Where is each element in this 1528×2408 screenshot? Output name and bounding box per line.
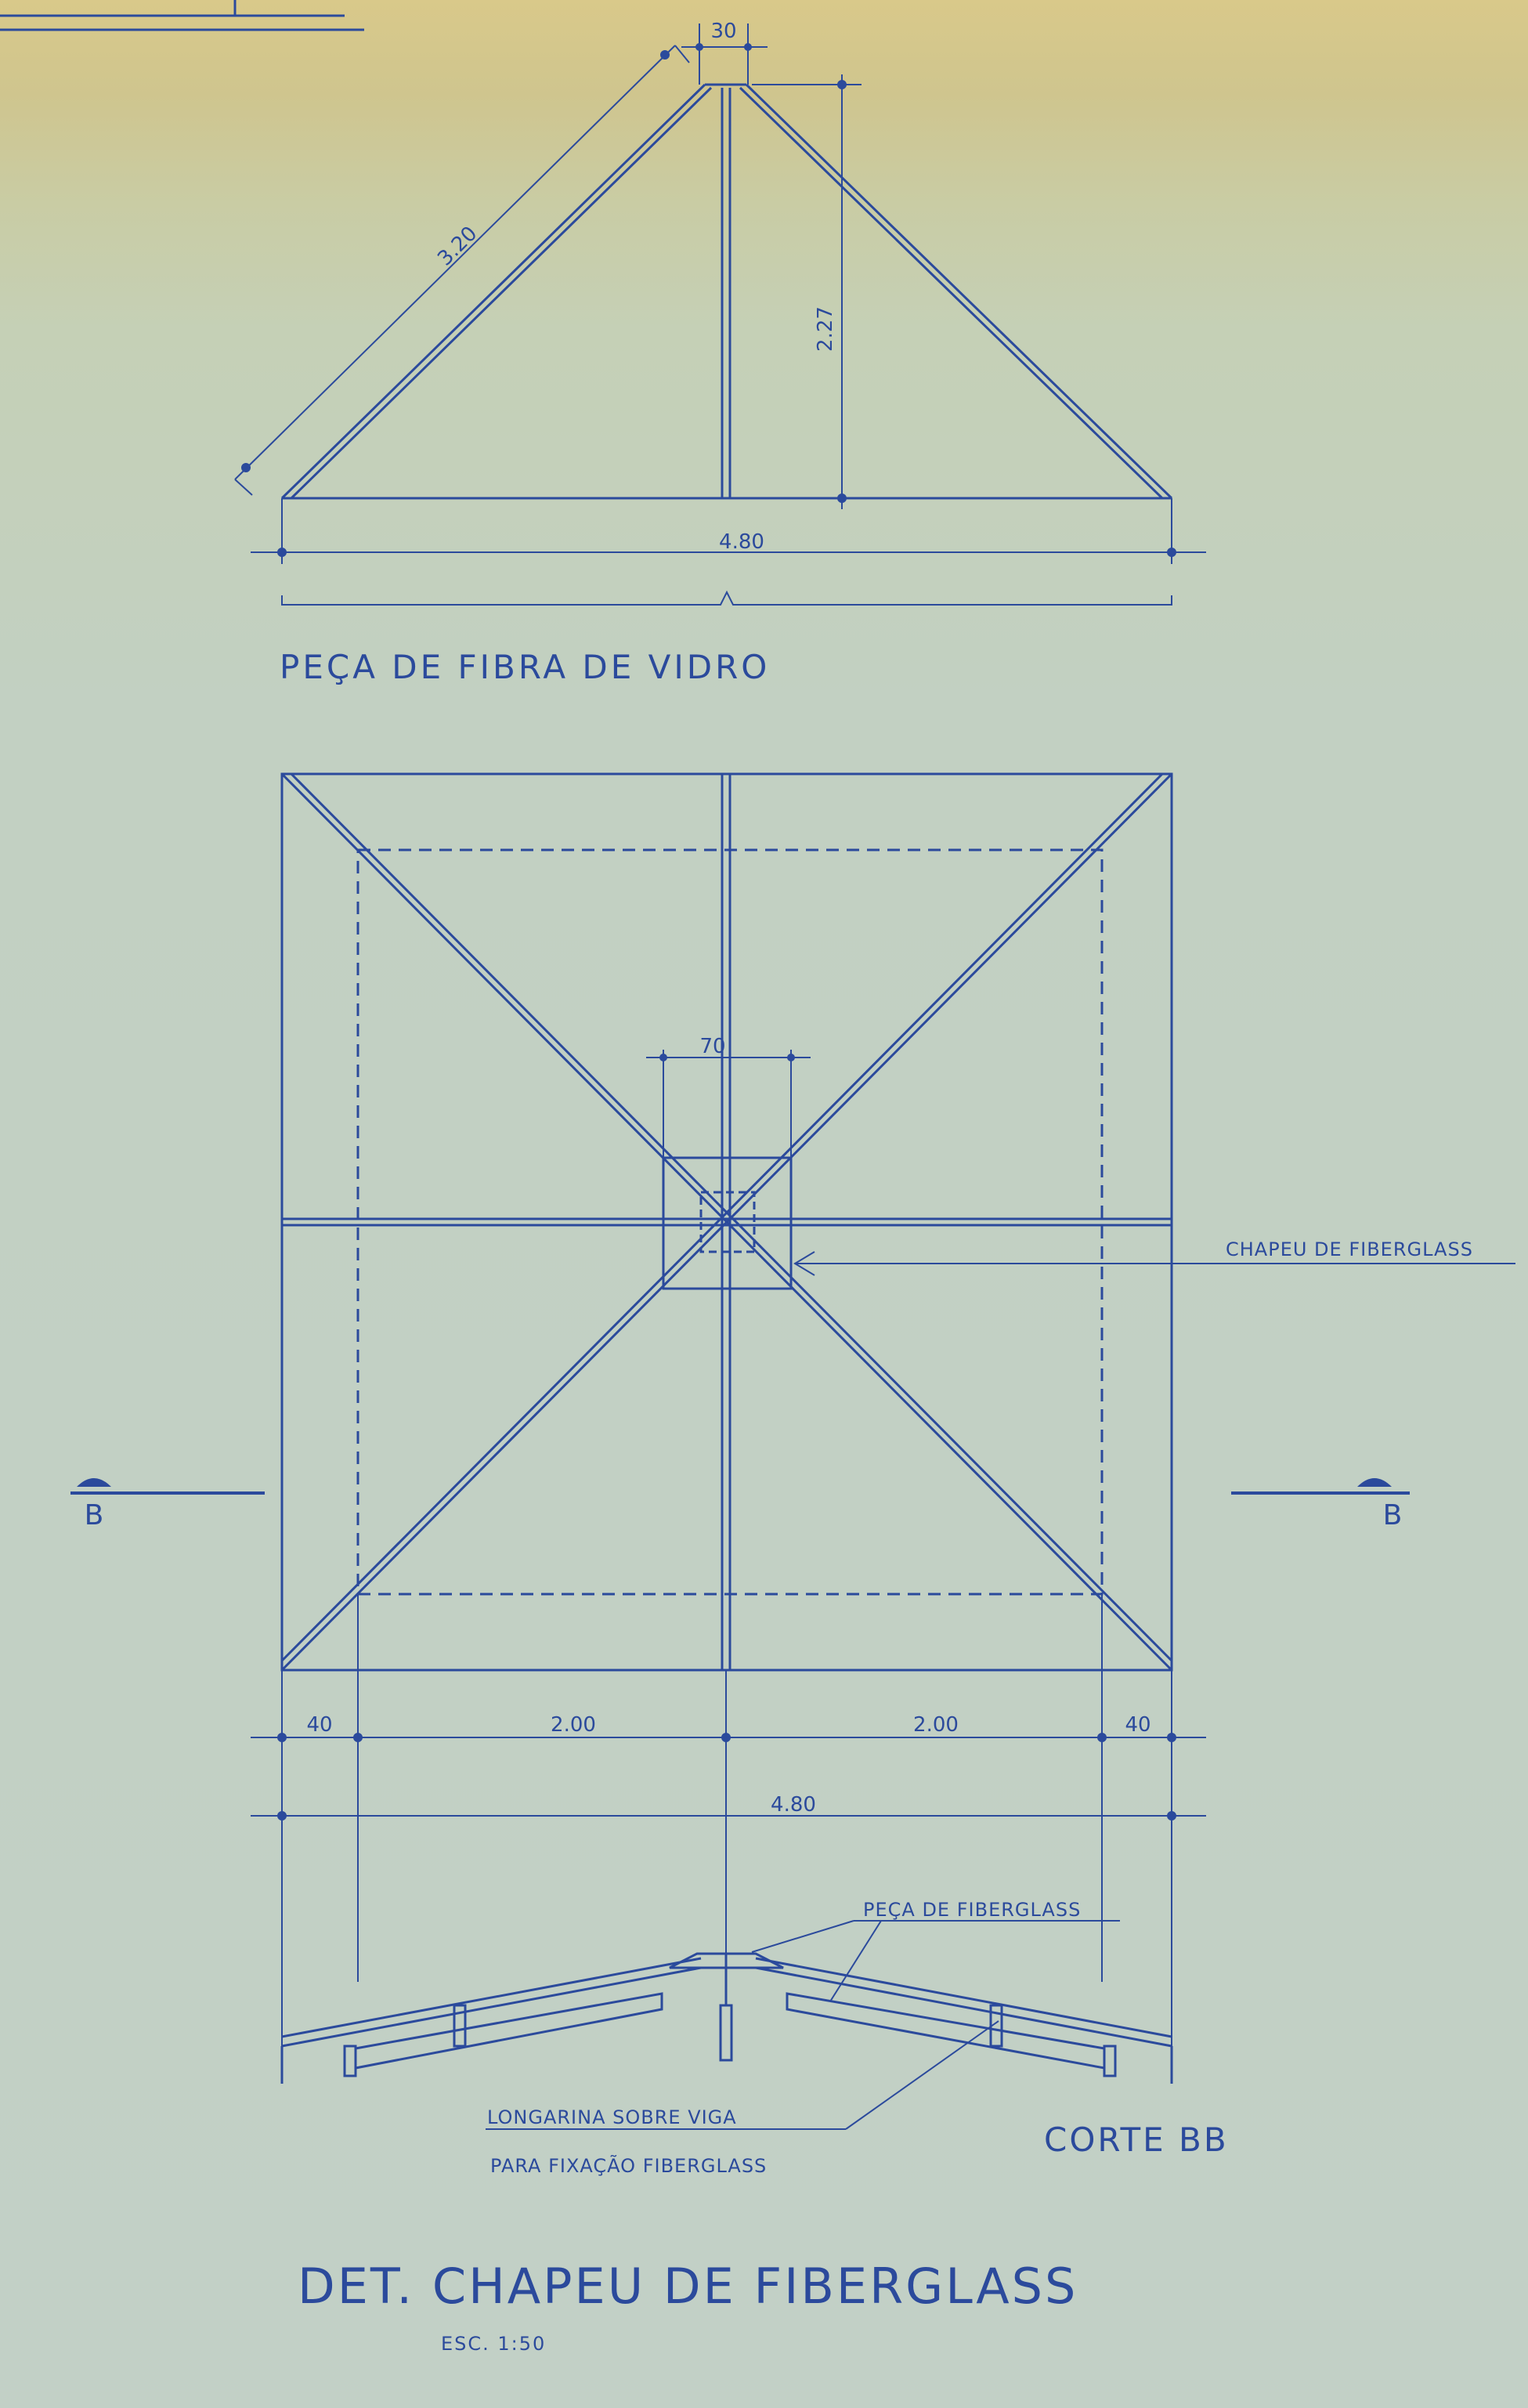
dim-40-right: 40	[1125, 1713, 1151, 1737]
dim-total: 4.80	[771, 1793, 816, 1817]
sheet-title: DET. CHAPEU DE FIBERGLASS	[298, 2258, 1078, 2315]
top-width-dim: 30	[710, 20, 737, 43]
slope-length-dim: 3.20	[433, 222, 482, 271]
elevation-title: PEÇA DE FIBRA DE VIDRO	[280, 648, 771, 686]
callout-peca-fiberglass: PEÇA DE FIBERGLASS	[863, 1899, 1082, 1921]
height-dim: 2.27	[814, 306, 837, 352]
callout-longarina-2: PARA FIXAÇÃO FIBERGLASS	[490, 2155, 768, 2177]
section-mark-left: B	[84, 1499, 104, 1531]
dim-40-left: 40	[306, 1713, 333, 1737]
right-slope	[746, 85, 1172, 498]
section-title: CORTE BB	[1044, 2121, 1229, 2159]
section-mark-right: B	[1382, 1499, 1403, 1531]
callout-chapeu: CHAPEU DE FIBERGLASS	[1226, 1238, 1473, 1260]
center-width-dim: 70	[699, 1035, 726, 1058]
elevation-drawing	[235, 20, 1206, 686]
previous-detail-fragment	[0, 0, 364, 30]
plan-drawing	[70, 774, 1515, 2084]
callout-longarina-1: LONGARINA SOBRE VIGA	[487, 2106, 737, 2128]
dim-2-00-left: 2.00	[551, 1713, 596, 1737]
dim-2-00-right: 2.00	[913, 1713, 959, 1737]
left-slope	[282, 85, 705, 498]
section-drawing	[282, 1899, 1229, 2177]
base-width-dim: 4.80	[719, 530, 764, 554]
sheet-scale: ESC. 1:50	[441, 2333, 547, 2355]
